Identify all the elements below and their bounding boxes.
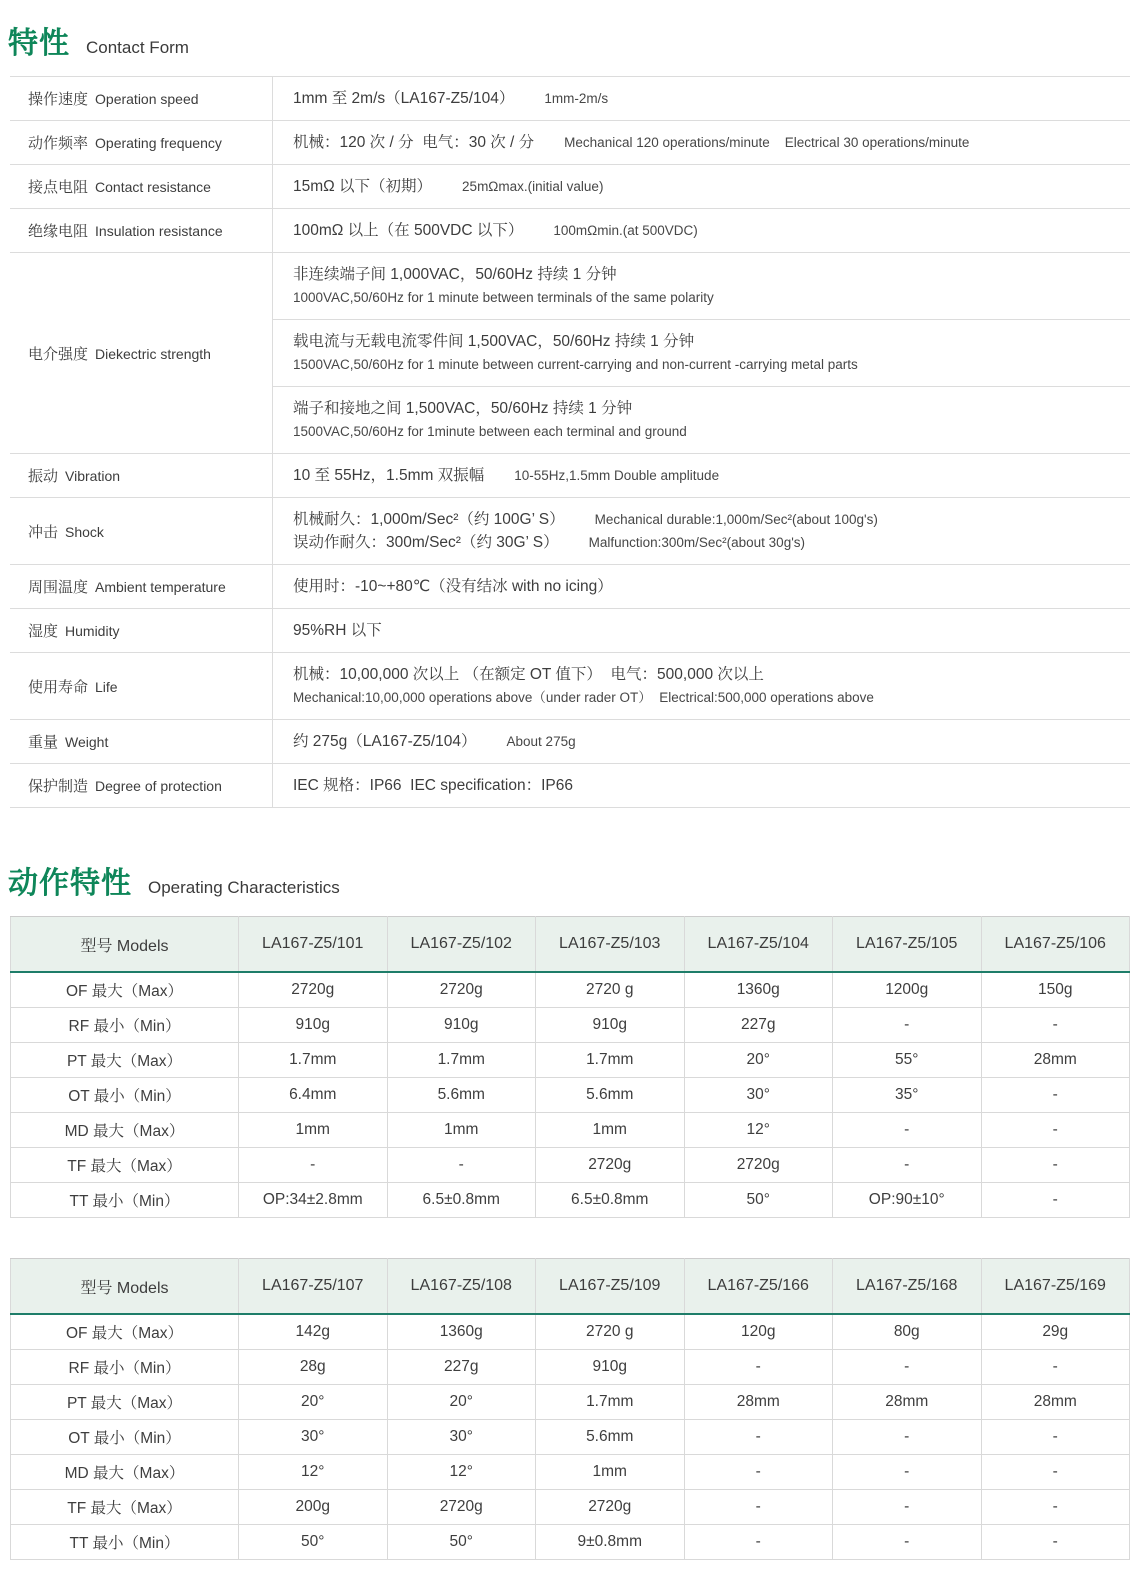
spec-label-cn: 动作频率	[28, 135, 89, 152]
metric-value-cell: -	[833, 1525, 982, 1560]
spec-row	[10, 653, 1130, 720]
metric-value-cell: -	[684, 1420, 833, 1455]
metric-value-cell: 30°	[387, 1420, 536, 1455]
model-name-cell: LA167-Z5/105	[833, 917, 982, 973]
spec-value-text-en: 100mΩmin.(at 500VDC)	[553, 223, 698, 238]
spec-value-group	[273, 165, 1130, 208]
metric-value-cell: 1mm	[387, 1113, 536, 1148]
metric-value-cell: -	[981, 1078, 1130, 1113]
metric-label-cell: TT 最小（Min）	[11, 1525, 239, 1560]
spec-label-en: Contact resistance	[95, 179, 211, 195]
metric-value-cell: -	[239, 1148, 388, 1183]
spec-value-line	[293, 663, 1120, 686]
spec-value-line	[293, 508, 1120, 531]
metric-value-cell: 29g	[981, 1314, 1130, 1350]
spec-row	[10, 165, 1130, 209]
spec-value-line	[293, 575, 1120, 598]
metric-value-cell: 28mm	[833, 1385, 982, 1420]
metric-label-cell: PT 最大（Max）	[11, 1385, 239, 1420]
models-table	[10, 1258, 1130, 1560]
metric-row	[11, 1525, 1130, 1560]
spec-value-cell	[273, 653, 1131, 720]
contact-form-section-title	[0, 14, 1140, 76]
metric-value-cell: 120g	[684, 1314, 833, 1350]
spec-label-en: Shock	[65, 523, 104, 540]
spec-value-text-en: 1500VAC,50/60Hz for 1 minute between current-carrying and non-current -carrying metal parts	[293, 357, 858, 372]
spec-value-text-cn: 误动作耐久：300m/Sec²（约 30G’ S）	[293, 534, 559, 551]
metric-row	[11, 1008, 1130, 1043]
metric-label-cell: TF 最大（Max）	[11, 1148, 239, 1183]
spec-value-text-en: Malfunction:300m/Sec²(about 30g's)	[588, 535, 806, 550]
spec-label-en: Operating frequency	[95, 135, 222, 151]
metric-value-cell: 5.6mm	[536, 1078, 685, 1113]
model-name-cell: LA167-Z5/107	[239, 1259, 388, 1315]
spec-value-group	[273, 609, 1130, 652]
metric-value-cell: -	[833, 1420, 982, 1455]
metric-value-cell: 28mm	[981, 1385, 1130, 1420]
spec-value-cell	[273, 565, 1131, 609]
spec-value-line	[293, 87, 1120, 110]
spec-value-line	[293, 397, 1120, 420]
models-table-wrap	[10, 916, 1130, 1218]
spec-value-line	[293, 686, 1120, 709]
spec-label-cell	[10, 720, 273, 764]
metric-value-cell: -	[981, 1350, 1130, 1385]
contact-form-table-body	[10, 77, 1130, 808]
metric-value-cell: 1.7mm	[387, 1043, 536, 1078]
metric-value-cell: 12°	[684, 1113, 833, 1148]
metric-value-cell: -	[684, 1490, 833, 1525]
metric-label-cell: MD 最大（Max）	[11, 1455, 239, 1490]
spec-label-cell	[10, 209, 273, 253]
metric-value-cell: 1mm	[239, 1113, 388, 1148]
metric-row	[11, 1183, 1130, 1218]
metric-label-cell: RF 最小（Min）	[11, 1008, 239, 1043]
spec-label-cell	[10, 764, 273, 808]
metric-value-cell: 28g	[239, 1350, 388, 1385]
spec-value-text-cn: 机械：10,00,000 次以上 （在额定 OT 值下） 电气：500,000 次以上	[293, 666, 764, 683]
models-table	[10, 916, 1130, 1218]
spec-value-group	[273, 386, 1130, 453]
spec-value-line	[293, 330, 1120, 353]
spec-label-cell	[10, 454, 273, 498]
metric-value-cell: -	[684, 1525, 833, 1560]
spec-label-en: Degree of protection	[95, 778, 222, 794]
spec-label-cell	[10, 498, 273, 565]
models-header-row	[11, 1259, 1130, 1315]
metric-value-cell: 227g	[684, 1008, 833, 1043]
metric-row	[11, 1385, 1130, 1420]
models-table-head	[11, 1259, 1130, 1315]
spec-value-cell	[273, 121, 1131, 165]
spec-value-text-cn: 10 至 55Hz，1.5mm 双振幅	[293, 467, 485, 484]
spec-label-en: Vibration	[65, 468, 121, 484]
spec-value-line	[293, 531, 1120, 554]
metric-value-cell: 2720g	[239, 972, 388, 1008]
spec-value-group	[273, 121, 1130, 164]
metric-value-cell: 20°	[684, 1043, 833, 1078]
spec-value-cell	[273, 454, 1131, 498]
metric-value-cell: 142g	[239, 1314, 388, 1350]
spec-row	[10, 121, 1130, 165]
metric-value-cell: -	[981, 1420, 1130, 1455]
spec-label-cn: 电介强度	[28, 345, 89, 363]
metric-row	[11, 972, 1130, 1008]
metric-value-cell: -	[981, 1455, 1130, 1490]
metric-value-cell: 50°	[239, 1525, 388, 1560]
spec-value-text-en: 10-55Hz,1.5mm Double amplitude	[514, 468, 720, 483]
metric-label-cell: OT 最小（Min）	[11, 1078, 239, 1113]
spec-value-text-cn: 100mΩ 以上（在 500VDC 以下）	[293, 222, 524, 239]
metric-row	[11, 1420, 1130, 1455]
metric-value-cell: 2720 g	[536, 1314, 685, 1350]
spec-label-cell	[10, 121, 273, 165]
metric-value-cell: -	[981, 1008, 1130, 1043]
spec-label-cn: 接点电阻	[28, 179, 89, 196]
models-header-label-cell: 型号 Models	[11, 917, 239, 973]
metric-row	[11, 1113, 1130, 1148]
metric-value-cell: 6.4mm	[239, 1078, 388, 1113]
spec-value-group	[273, 77, 1130, 120]
spec-value-group	[273, 565, 1130, 608]
spec-value-line	[293, 286, 1120, 309]
metric-value-cell: -	[833, 1148, 982, 1183]
metric-value-cell: 28mm	[684, 1385, 833, 1420]
metric-value-cell: 2720g	[684, 1148, 833, 1183]
spec-value-line	[293, 263, 1120, 286]
spec-value-line	[293, 464, 1120, 487]
metric-value-cell: 55°	[833, 1043, 982, 1078]
spec-value-text-cn: 载电流与无载电流零件间 1,500VAC，50/60Hz 持续 1 分钟	[293, 333, 695, 350]
metric-value-cell: 910g	[387, 1008, 536, 1043]
metric-value-cell: 6.5±0.8mm	[387, 1183, 536, 1218]
spec-label-en: Insulation resistance	[95, 223, 223, 239]
models-table-body	[11, 1314, 1130, 1560]
spec-value-text-cn: 非连续端子间 1,000VAC，50/60Hz 持续 1 分钟	[293, 266, 617, 283]
spec-value-text-en: Mechanical 120 operations/minute Electrical 30 operations/minute	[564, 135, 970, 150]
spec-value-text-cn: 1mm 至 2m/s（LA167-Z5/104）	[293, 90, 515, 107]
metric-value-cell: -	[981, 1113, 1130, 1148]
section-title-cn: 动作特性	[8, 867, 132, 900]
section-title-en: Operating Characteristics	[148, 878, 340, 897]
metric-label-cell: OF 最大（Max）	[11, 972, 239, 1008]
metric-value-cell: 12°	[239, 1455, 388, 1490]
metric-value-cell: -	[981, 1525, 1130, 1560]
models-table-head	[11, 917, 1130, 973]
spec-label-cell	[10, 609, 273, 653]
metric-label-cell: RF 最小（Min）	[11, 1350, 239, 1385]
metric-value-cell: 6.5±0.8mm	[536, 1183, 685, 1218]
metric-row	[11, 1043, 1130, 1078]
model-name-cell: LA167-Z5/169	[981, 1259, 1130, 1315]
metric-value-cell: 2720g	[387, 1490, 536, 1525]
spec-label-cell	[10, 565, 273, 609]
spec-value-cell	[273, 165, 1131, 209]
metric-value-cell: 5.6mm	[387, 1078, 536, 1113]
spec-value-cell	[273, 209, 1131, 253]
metric-value-cell: 1200g	[833, 972, 982, 1008]
spec-label-cn: 操作速度	[28, 91, 89, 108]
metric-value-cell: 9±0.8mm	[536, 1525, 685, 1560]
spec-value-cell	[273, 764, 1131, 808]
metric-value-cell: 1.7mm	[536, 1043, 685, 1078]
metric-value-cell: 200g	[239, 1490, 388, 1525]
spec-value-text-en: 25mΩmax.(initial value)	[462, 179, 604, 194]
metric-value-cell: 910g	[536, 1350, 685, 1385]
spec-value-text-en: 1500VAC,50/60Hz for 1minute between each terminal and ground	[293, 424, 687, 439]
metric-value-cell: -	[981, 1148, 1130, 1183]
spec-row	[10, 209, 1130, 253]
metric-value-cell: -	[981, 1183, 1130, 1218]
spec-value-group	[273, 253, 1130, 319]
metric-label-cell: OT 最小（Min）	[11, 1420, 239, 1455]
metric-value-cell: 30°	[684, 1078, 833, 1113]
spec-value-cell	[273, 720, 1131, 764]
spec-value-text-cn: 端子和接地之间 1,500VAC，50/60Hz 持续 1 分钟	[293, 400, 633, 417]
metric-value-cell: 910g	[239, 1008, 388, 1043]
spec-label-en: Diekectric strength	[95, 345, 211, 362]
models-table-wrap	[10, 1258, 1130, 1560]
spec-value-line	[293, 175, 1120, 198]
metric-value-cell: 50°	[387, 1525, 536, 1560]
spec-label-cn: 振动	[28, 468, 59, 485]
spec-label-en: Ambient temperature	[95, 579, 226, 595]
metric-value-cell: 1mm	[536, 1113, 685, 1148]
model-name-cell: LA167-Z5/166	[684, 1259, 833, 1315]
model-name-cell: LA167-Z5/104	[684, 917, 833, 973]
spec-label-en: Operation speed	[95, 91, 199, 107]
metric-value-cell: 1mm	[536, 1455, 685, 1490]
operating-characteristics-section-title	[0, 854, 1140, 916]
spec-value-text-cn: IEC 规格：IP66 IEC specification：IP66	[293, 777, 573, 794]
metric-value-cell: -	[833, 1008, 982, 1043]
metric-row	[11, 1078, 1130, 1113]
spec-label-cell	[10, 77, 273, 121]
metric-value-cell: 150g	[981, 972, 1130, 1008]
spec-value-group	[273, 319, 1130, 386]
spec-label-cn: 保护制造	[28, 778, 89, 795]
metric-row	[11, 1148, 1130, 1183]
metric-value-cell: 50°	[684, 1183, 833, 1218]
spec-value-line	[293, 131, 1120, 154]
metric-value-cell: 2720 g	[536, 972, 685, 1008]
spec-label-cn: 湿度	[28, 623, 59, 640]
spec-value-text-en: 1000VAC,50/60Hz for 1 minute between terminals of the same polarity	[293, 290, 714, 305]
metric-value-cell: -	[833, 1490, 982, 1525]
metric-value-cell: OP:34±2.8mm	[239, 1183, 388, 1218]
spec-value-line	[293, 420, 1120, 443]
spec-value-line	[293, 619, 1120, 642]
spec-value-text-en: Mechanical:10,00,000 operations above（under rader OT） Electrical:500,000 operations above	[293, 690, 874, 705]
spec-value-group	[273, 498, 1130, 564]
spec-value-group	[273, 454, 1130, 497]
metric-value-cell: 227g	[387, 1350, 536, 1385]
spec-row	[10, 609, 1130, 653]
model-name-cell: LA167-Z5/109	[536, 1259, 685, 1315]
spec-value-text-cn: 机械：120 次 / 分 电气：30 次 / 分	[293, 134, 535, 151]
spec-value-text-en: About 275g	[506, 734, 576, 749]
metric-value-cell: 1360g	[684, 972, 833, 1008]
spec-value-group	[273, 209, 1130, 252]
spec-label-cn: 重量	[28, 734, 59, 751]
spec-value-text-cn: 15mΩ 以下（初期）	[293, 178, 433, 195]
spec-label-cn: 周围温度	[28, 579, 89, 596]
metric-value-cell: 35°	[833, 1078, 982, 1113]
metric-value-cell: OP:90±10°	[833, 1183, 982, 1218]
spec-value-cell	[273, 77, 1131, 121]
spec-label-cell	[10, 165, 273, 209]
metric-value-cell: 1.7mm	[536, 1385, 685, 1420]
spec-value-text-cn: 95%RH 以下	[293, 622, 382, 639]
spec-label-cn: 绝缘电阻	[28, 223, 89, 240]
metric-value-cell: 5.6mm	[536, 1420, 685, 1455]
models-header-label-cell: 型号 Models	[11, 1259, 239, 1315]
metric-label-cell: TT 最小（Min）	[11, 1183, 239, 1218]
model-name-cell: LA167-Z5/168	[833, 1259, 982, 1315]
models-table-body	[11, 972, 1130, 1218]
spec-value-line	[293, 774, 1120, 797]
metric-row	[11, 1455, 1130, 1490]
metric-value-cell: -	[684, 1350, 833, 1385]
model-name-cell: LA167-Z5/106	[981, 917, 1130, 973]
metric-value-cell: -	[684, 1455, 833, 1490]
metric-value-cell: 2720g	[536, 1148, 685, 1183]
metric-value-cell: 80g	[833, 1314, 982, 1350]
metric-value-cell: 20°	[239, 1385, 388, 1420]
metric-value-cell: 2720g	[536, 1490, 685, 1525]
metric-value-cell: 20°	[387, 1385, 536, 1420]
metric-value-cell: -	[387, 1148, 536, 1183]
metric-value-cell: 12°	[387, 1455, 536, 1490]
spec-row	[10, 764, 1130, 808]
spec-row	[10, 77, 1130, 121]
metric-value-cell: 28mm	[981, 1043, 1130, 1078]
spec-value-group	[273, 764, 1130, 807]
spec-value-line	[293, 219, 1120, 242]
metric-value-cell: -	[833, 1350, 982, 1385]
metric-row	[11, 1490, 1130, 1525]
spec-value-text-cn: 机械耐久：1,000m/Sec²（约 100G’ S）	[293, 511, 565, 528]
model-name-cell: LA167-Z5/108	[387, 1259, 536, 1315]
spec-row	[10, 498, 1130, 565]
spec-row	[10, 720, 1130, 764]
spec-label-cell	[10, 653, 273, 720]
spec-value-text-en: 1mm-2m/s	[544, 91, 609, 106]
metric-row	[11, 1314, 1130, 1350]
section-title-en: Contact Form	[86, 38, 189, 57]
spec-label-en: Humidity	[65, 623, 120, 639]
spec-value-line	[293, 730, 1120, 753]
metric-value-cell: 1.7mm	[239, 1043, 388, 1078]
metric-value-cell: 1360g	[387, 1314, 536, 1350]
metric-value-cell: -	[833, 1113, 982, 1148]
section-title-cn: 特性	[8, 27, 70, 60]
metric-label-cell: TF 最大（Max）	[11, 1490, 239, 1525]
models-header-row	[11, 917, 1130, 973]
spec-label-cn: 使用寿命	[28, 678, 89, 696]
contact-form-table	[10, 76, 1130, 808]
spec-value-text-en: Mechanical durable:1,000m/Sec²(about 100g's)	[594, 512, 878, 527]
spec-label-en: Life	[95, 678, 118, 695]
model-name-cell: LA167-Z5/102	[387, 917, 536, 973]
spec-row	[10, 565, 1130, 609]
model-name-cell: LA167-Z5/103	[536, 917, 685, 973]
spec-value-cell	[273, 609, 1131, 653]
metric-value-cell: 30°	[239, 1420, 388, 1455]
spec-label-cell	[10, 253, 273, 454]
spec-value-cell	[273, 498, 1131, 565]
spec-value-text-cn: 约 275g（LA167-Z5/104）	[293, 733, 477, 750]
metric-value-cell: -	[981, 1490, 1130, 1525]
spec-value-text-cn: 使用时：-10~+80℃（没有结冰 with no icing）	[293, 578, 613, 595]
metric-value-cell: -	[833, 1455, 982, 1490]
spec-value-cell	[273, 253, 1131, 454]
metric-value-cell: 2720g	[387, 972, 536, 1008]
metric-label-cell: MD 最大（Max）	[11, 1113, 239, 1148]
metric-label-cell: OF 最大（Max）	[11, 1314, 239, 1350]
spec-label-en: Weight	[65, 734, 109, 750]
spec-row	[10, 454, 1130, 498]
model-name-cell: LA167-Z5/101	[239, 917, 388, 973]
spec-label-cn: 冲击	[28, 523, 59, 541]
metric-row	[11, 1350, 1130, 1385]
spec-value-group	[273, 720, 1130, 763]
metric-label-cell: PT 最大（Max）	[11, 1043, 239, 1078]
spec-value-group	[273, 653, 1130, 719]
metric-value-cell: 910g	[536, 1008, 685, 1043]
spec-row	[10, 253, 1130, 454]
spec-value-line	[293, 353, 1120, 376]
